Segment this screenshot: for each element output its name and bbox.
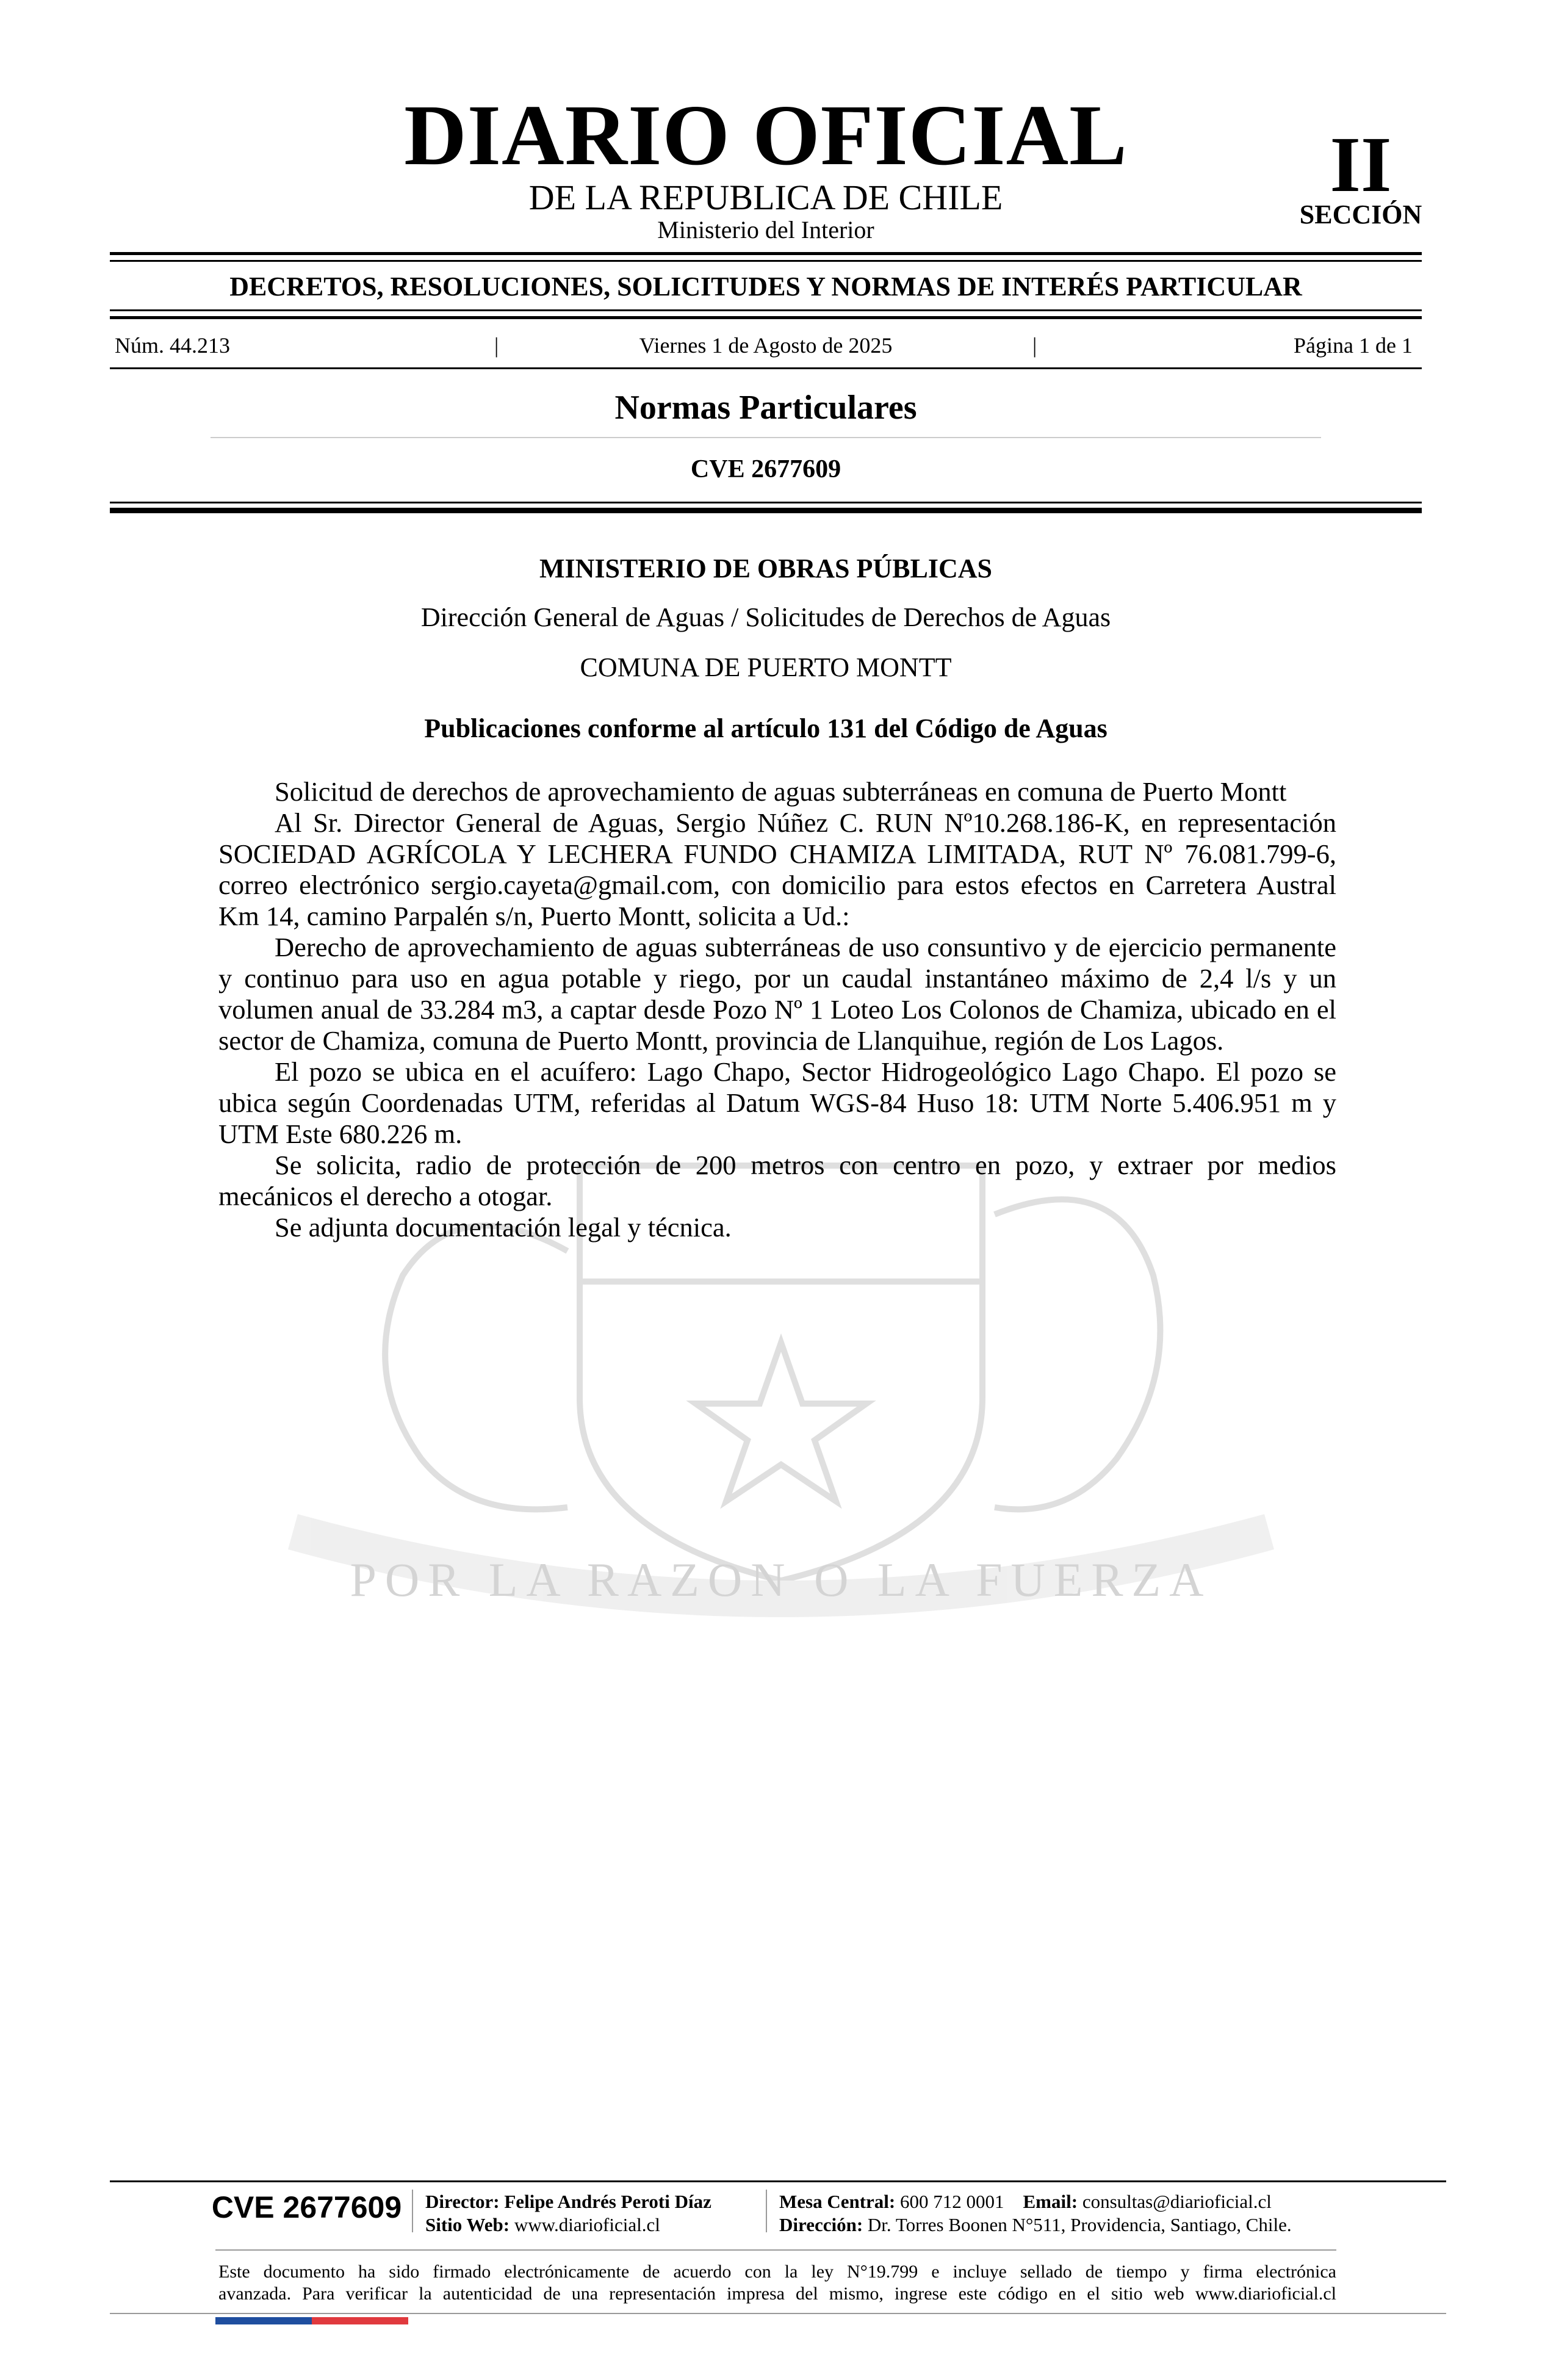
flag-stripe-blue [215,2317,312,2324]
footer-notice-line2: avanzada. Para verificar la autenticidad de una representación impresa del mismo, ingrese este código en el sitio web www.diarioficial.cl [218,2284,1336,2304]
section-title-underline [211,437,1321,438]
section-label: SECCIÓN [1299,200,1422,229]
huemul-outline [385,1225,567,1509]
paragraph-protection: Se solicita, radio de protección de 200 metros con centro en pozo, y extraer por medios mecánicos el derecho a otogar. [218,1150,1336,1211]
shield-star [696,1343,866,1501]
issue-rule [110,367,1422,369]
paragraph-attachments: Se adjunta documentación legal y técnica. [275,1212,732,1242]
phone-number: 600 712 0001 [900,2191,1004,2212]
paragraph-applicant: Al Sr. Director General de Aguas, Sergio Núñez C. RUN Nº10.268.186-K, en representación SOCIEDAD AGRÍCOLA Y LECHERA FUNDO CHAMIZA LIMITADA, RUT Nº 76.081.799-6, correo electrónico sergio.cayeta@gmail.com, con domicilio para estos efectos en Carretera Austral Km 14, camino Parpalén s/n, Puerto Montt, solicita a Ud.: [218,807,1336,931]
section-numeral: II [1330,121,1392,209]
email-label: Email: [1023,2191,1078,2212]
issue-number: Núm. 44.213 [115,333,230,358]
header-rule-top-1 [110,252,1422,255]
issue-separator-right: | [1032,333,1037,358]
email-link[interactable]: consultas@diarioficial.cl [1082,2191,1272,2212]
footer-notice-line1: Este documento ha sido firmado electrónicamente de acuerdo con la ley N°19.799 e incluye sellado de tiempo y firma electrónica [218,2262,1336,2282]
address-text: Dr. Torres Boonen N°511, Providencia, Santiago, Chile. [867,2214,1292,2235]
address-label: Dirección: [779,2214,863,2235]
footer-director [425,2190,711,2214]
paragraph-right: Derecho de aprovechamiento de aguas subterráneas de uso consuntivo y de ejercicio permanente y continuo para uso en agua potable y riego, por un caudal instantáneo máximo de 2,4 l/s y un volumen anual de 33.284 m3, a captar desde Pozo Nº 1 Loteo Los Colonos de Chamiza, ubicado en el sector de Chamiza, comuna de Puerto Montt, provincia de Llanquihue, región de Los Lagos. [218,932,1336,1056]
header-rule-top-2 [110,260,1422,262]
issue-page: Página 1 de 1 [1294,333,1413,358]
paragraph-location: El pozo se ubica en el acuífero: Lago Chapo, Sector Hidrogeológico Lago Chapo. El pozo se ubica según Coordenadas UTM, referidas al Datum WGS-84 Huso 18: UTM Norte 5.406.951 m y UTM Este 680.226 m. [218,1056,1336,1149]
ministry-heading: MINISTERIO DE OBRAS PÚBLICAS [539,554,993,583]
website-link[interactable]: www.diarioficial.cl [514,2214,660,2235]
director-name: Felipe Andrés Peroti Díaz [504,2191,711,2212]
condor-outline [995,1199,1160,1509]
issue-date: Viernes 1 de Agosto de 2025 [639,333,893,358]
flag-stripe-red [312,2317,408,2324]
footer-cve: CVE 2677609 [211,2190,402,2224]
footer-rule-mid [215,2249,1336,2251]
issue-separator-left: | [494,333,499,358]
footer-contact [779,2190,1272,2214]
section-title: Normas Particulares [614,389,917,427]
footer-address [779,2213,1292,2237]
paragraph-subject: Solicitud de derechos de aprovechamiento de aguas subterráneas en comuna de Puerto Montt [275,776,1287,807]
masthead-subtitle: DE LA REPUBLICA DE CHILE [528,178,1003,217]
cve-code: CVE 2677609 [690,455,841,483]
content-rule-1 [110,502,1422,503]
header-rule-mid-1 [110,309,1422,311]
phone-label: Mesa Central: [779,2191,896,2212]
director-label: Director: [425,2191,500,2212]
category-line: DECRETOS, RESOLUCIONES, SOLICITUDES Y NORMAS DE INTERÉS PARTICULAR [229,272,1302,301]
content-rule-2 [110,508,1422,513]
footer-notice [218,2261,1336,2305]
masthead-ministry: Ministerio del Interior [657,216,874,243]
commune-line: COMUNA DE PUERTO MONTT [580,652,952,682]
masthead-title: DIARIO OFICIAL [404,87,1128,183]
footer-divider-1 [412,2190,413,2232]
motto-text: POR LA RAZON O LA FUERZA [350,1553,1212,1606]
footer-website [425,2213,660,2237]
body-text [218,776,1336,1243]
website-label: Sitio Web: [425,2214,510,2235]
footer-divider-2 [766,2190,767,2232]
header-rule-mid-2 [110,316,1422,319]
footer-rule-top [110,2180,1446,2182]
footer-rule-bottom [110,2313,1446,2314]
publication-heading: Publicaciones conforme al artículo 131 del Código de Aguas [424,713,1108,743]
direction-line: Dirección General de Aguas / Solicitudes de Derechos de Aguas [420,602,1111,632]
